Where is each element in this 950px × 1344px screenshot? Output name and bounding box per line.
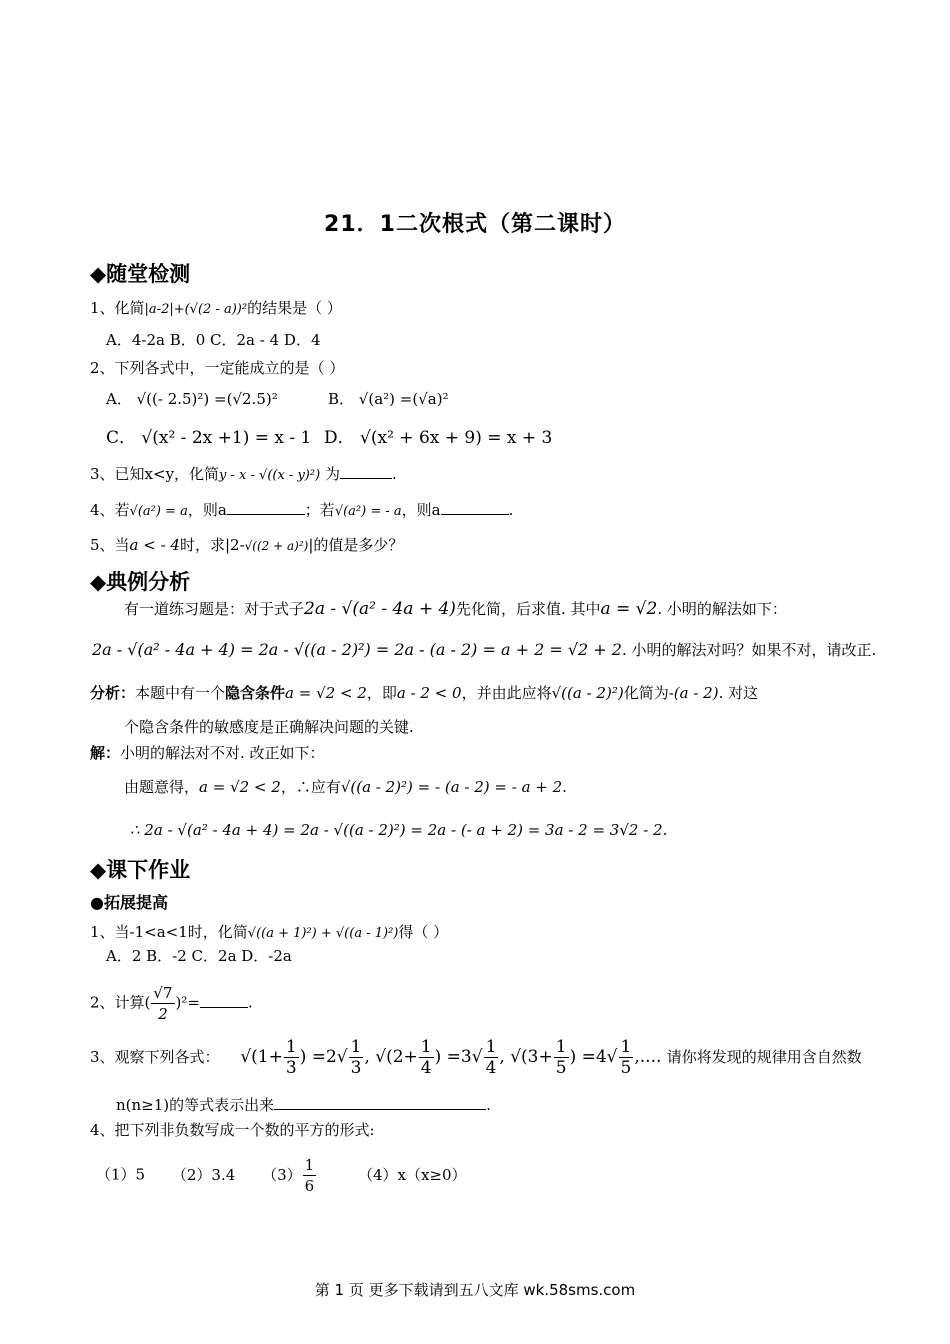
question-2-option-c: C． √(x² - 2x +1) = x - 1	[106, 428, 312, 448]
homework-1: 1、当-1<a<1时，化简√((a + 1)²) + √((a - 1)²)得（ ）	[90, 923, 449, 941]
solution-step-2: ∴ 2a - √(a² - 4a + 4) = 2a - √((a - 2)²) = 2a - (- a + 2) = 3a - 2 = 3√2 - 2.	[130, 821, 668, 839]
pattern-formulas: √(1+ $\frac{1}{3}$ ) =2√ $\frac{1}{3}$ , √(2+ $\frac{1}{4}$ ) =3√ $\frac{1}{4}$ , √(3+ $\frac{1}{5}$ ) =4√ $\frac{1}{5}$ ,....	[240, 1037, 662, 1078]
question-2-option-d: D． √(x² + 6x + 9) = x + 3	[324, 428, 553, 448]
page-footer: 第 1 页 更多下载请到五八文库 wk.58sms.com	[314, 1281, 636, 1299]
solution-heading: 解：小明的解法对不对. 改正如下：	[90, 744, 325, 762]
subsection-heading-extension: ●拓展提高	[90, 893, 168, 912]
section-heading-quiz: ◆随堂检测	[90, 262, 191, 286]
question-1: 1、化简|a-2|+(√(2 - a))²的结果是（ ）	[90, 299, 342, 317]
analysis-paragraph: 分析：本题中有一个隐含条件a = √2 < 2，即a - 2 < 0，并由此应将√((a - 2)²)化简为-(a - 2). 对这	[90, 684, 759, 702]
answer-blank	[340, 464, 392, 479]
section-heading-homework: ◆课下作业	[90, 858, 191, 882]
solution-step-1: 由题意得，a = √2 < 2，∴应有√((a - 2)²) = - (a - 2) = - a + 2.	[124, 778, 567, 796]
homework-3: 3、观察下列各式： √(1+ $\frac{1}{3}$ ) =2√ $\frac{1}{3}$ , √(2+ $\frac{1}{4}$ ) =3√ $\frac{1}{4}$ , √(3+ $\frac{1}{5}$ ) =4√ $\frac{1}{5}$ ,.... 请你将发现的规律用含自然数	[90, 1037, 862, 1078]
homework-4: 4、把下列非负数写成一个数的平方的形式:	[90, 1121, 375, 1139]
question-1-options: A．4-2a B．0 C．2a - 4 D．4	[106, 331, 321, 349]
answer-blank	[200, 993, 248, 1008]
fraction: $\frac{√7}{2}$	[153, 984, 173, 1023]
q1-expression: |a-2|+(√(2 - a))²	[144, 302, 248, 317]
analysis-line-2: 个隐含条件的敏感度是正确解决问题的关键.	[124, 718, 414, 736]
question-2-option-b: B． √(a²) =(√a)²	[328, 390, 449, 408]
question-3: 3、已知x<y，化简y - x - √((x - y)²) 为 .	[90, 465, 397, 483]
example-student-solution: 2a - √(a² - 4a + 4) = 2a - √((a - 2)²) = 2a - (a - 2) = a + 2 = √2 + 2. 小明的解法对吗？如果不对，请改正.	[92, 640, 877, 659]
example-statement: 有一道练习题是：对于式子2a - √(a² - 4a + 4)先化简，后求值. 其中a = √2. 小明的解法如下：	[124, 599, 787, 619]
question-2: 2、下列各式中，一定能成立的是（ ）	[90, 359, 345, 377]
homework-3-line-2: n(n≥1)的等式表示出来 .	[116, 1096, 491, 1114]
homework-1-options: A．2 B．-2 C．2a D．-2a	[106, 947, 292, 965]
question-4: 4、若√(a²) = a，则a ；若√(a²) = - a，则a .	[90, 501, 514, 519]
section-heading-example: ◆典例分析	[90, 570, 191, 594]
answer-blank	[227, 500, 305, 515]
homework-2: 2、计算( $\frac{√7}{2}$ )²= .	[90, 984, 253, 1023]
answer-blank	[441, 500, 509, 515]
homework-4-items: （1）5 （2）3.4 （3） $\frac{1}{6}$ （4）x（x≥0）	[96, 1156, 467, 1195]
answer-blank	[274, 1095, 486, 1110]
question-2-option-a: A． √((- 2.5)²) =(√2.5)²	[106, 390, 278, 408]
page-title: 21．1二次根式（第二课时）	[324, 212, 626, 237]
question-5: 5、当a < - 4时，求|2-√((2 + a)²)|的值是多少？	[90, 536, 404, 554]
